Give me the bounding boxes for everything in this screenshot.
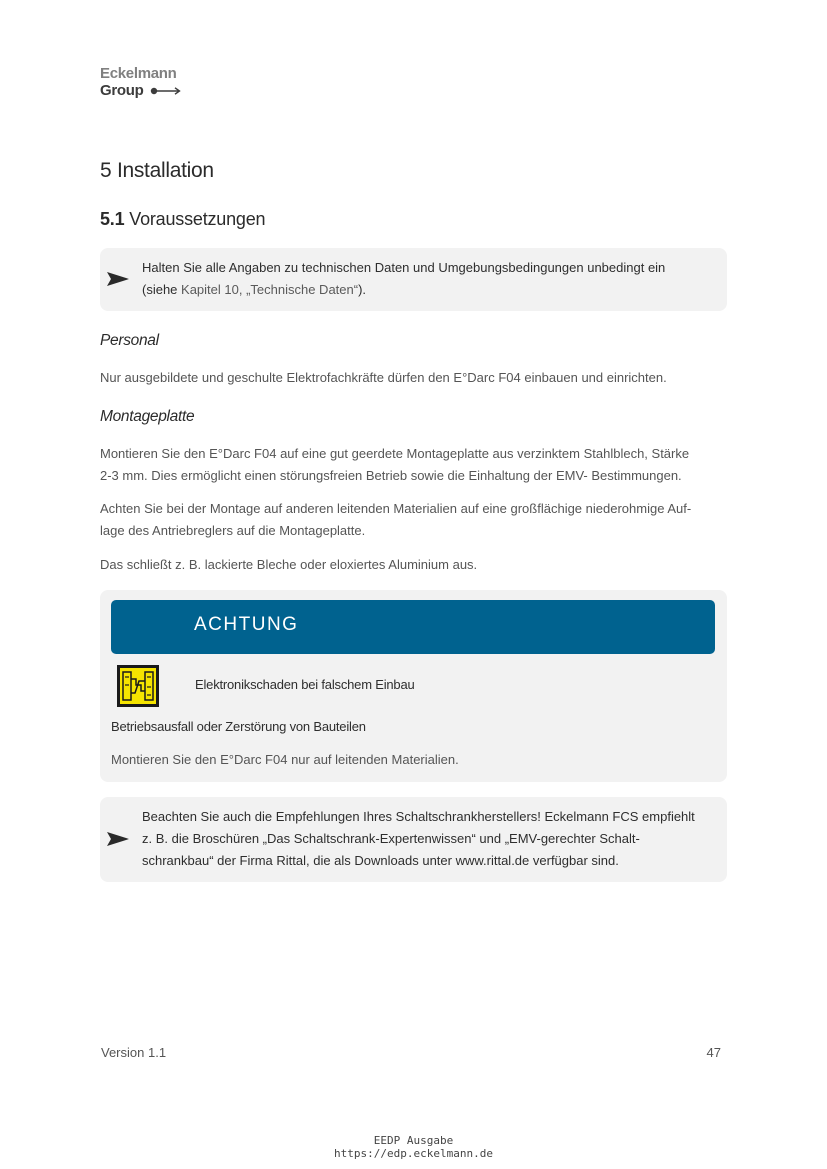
logo-arrow-icon <box>150 86 182 96</box>
montageplatte-paragraph-2 <box>100 498 732 542</box>
chapter-number: 5 <box>100 159 112 182</box>
stamp-url[interactable]: https://edp.eckelmann.de <box>334 1147 493 1160</box>
logo-text-group <box>100 82 200 99</box>
note-box-rittal <box>100 797 727 882</box>
note-line-2 <box>142 279 722 301</box>
paragraph-line: Montieren Sie den E°Darc F04 auf eine gut geerdete Montageplatte aus verzinktem Stahlblech, Stärke <box>100 446 690 461</box>
montageplatte-paragraph-1 <box>100 443 732 487</box>
warning-banner <box>111 600 715 654</box>
note-arrow-icon <box>107 832 129 846</box>
note-arrow-icon <box>107 272 129 286</box>
note-text <box>142 806 727 872</box>
personal-text: Nur ausgebildete und geschulte Elektrofachkräfte dürfen den E°Darc F04 einbauen und einrichten. <box>100 370 667 385</box>
heading-personal: Personal <box>100 332 159 349</box>
stamp-line-1: EEDP Ausgabe <box>373 1134 454 1147</box>
electronics-damage-warning-icon <box>117 665 159 707</box>
footer-version: Version 1.1 <box>101 1045 167 1060</box>
note-prefix: (siehe <box>142 282 182 297</box>
heading-montageplatte: Montageplatte <box>100 408 195 425</box>
chapter-title <box>100 159 214 183</box>
montageplatte-paragraph-3: Das schließt z. B. lackierte Bleche oder eloxiertes Aluminium aus. <box>100 557 478 572</box>
logo-group-label: Group <box>100 82 144 99</box>
chapter-title-text: Installation <box>116 159 214 182</box>
footer-page-number: 47 <box>706 1045 721 1060</box>
warning-action-text: Montieren Sie den E°Darc F04 nur auf leitenden Materialien. <box>111 752 459 767</box>
note-line-3: schrankbau“ der Firma Rittal, die als Downloads unter www.rittal.de verfügbar sind. <box>142 853 619 868</box>
warning-consequence-text: Betriebsausfall oder Zerstörung von Bauteilen <box>111 719 366 734</box>
warning-hazard-text: Elektronikschaden bei falschem Einbau <box>195 677 415 692</box>
logo-text-eckelmann: Eckelmann <box>100 65 177 82</box>
note-box-technical-data <box>100 248 727 311</box>
warning-title: ACHTUNG <box>194 614 299 635</box>
paragraph-line: Achten Sie bei der Montage auf anderen leitenden Materialien auf eine großflächige niederohmige Auf- <box>100 501 692 516</box>
note-line-2: z. B. die Broschüren „Das Schaltschrank-Expertenwissen“ und „EMV-gerechter Schalt- <box>142 831 640 846</box>
section-title <box>100 209 265 230</box>
paragraph-line: 2-3 mm. Dies ermöglicht einen störungsfreien Betrieb sowie die Einhaltung der EMV- Bestimmungen. <box>100 468 682 483</box>
paragraph-line: lage des Antriebreglers auf die Montageplatte. <box>100 523 366 538</box>
section-title-text: Voraussetzungen <box>129 209 266 229</box>
note-text <box>142 257 722 301</box>
note-line-1: Halten Sie alle Angaben zu technischen Daten und Umgebungsbedingungen unbedingt ein <box>142 260 666 275</box>
note-line-1: Beachten Sie auch die Empfehlungen Ihres Schaltschrankherstellers! Eckelmann FCS empfiehlt <box>142 809 695 824</box>
company-logo <box>100 66 200 99</box>
warning-box <box>100 590 727 782</box>
section-number: 5.1 <box>100 209 125 229</box>
note-suffix: ). <box>358 282 367 297</box>
chapter-10-link[interactable]: Kapitel 10, „Technische Daten“ <box>181 282 359 297</box>
print-stamp <box>0 1134 827 1160</box>
